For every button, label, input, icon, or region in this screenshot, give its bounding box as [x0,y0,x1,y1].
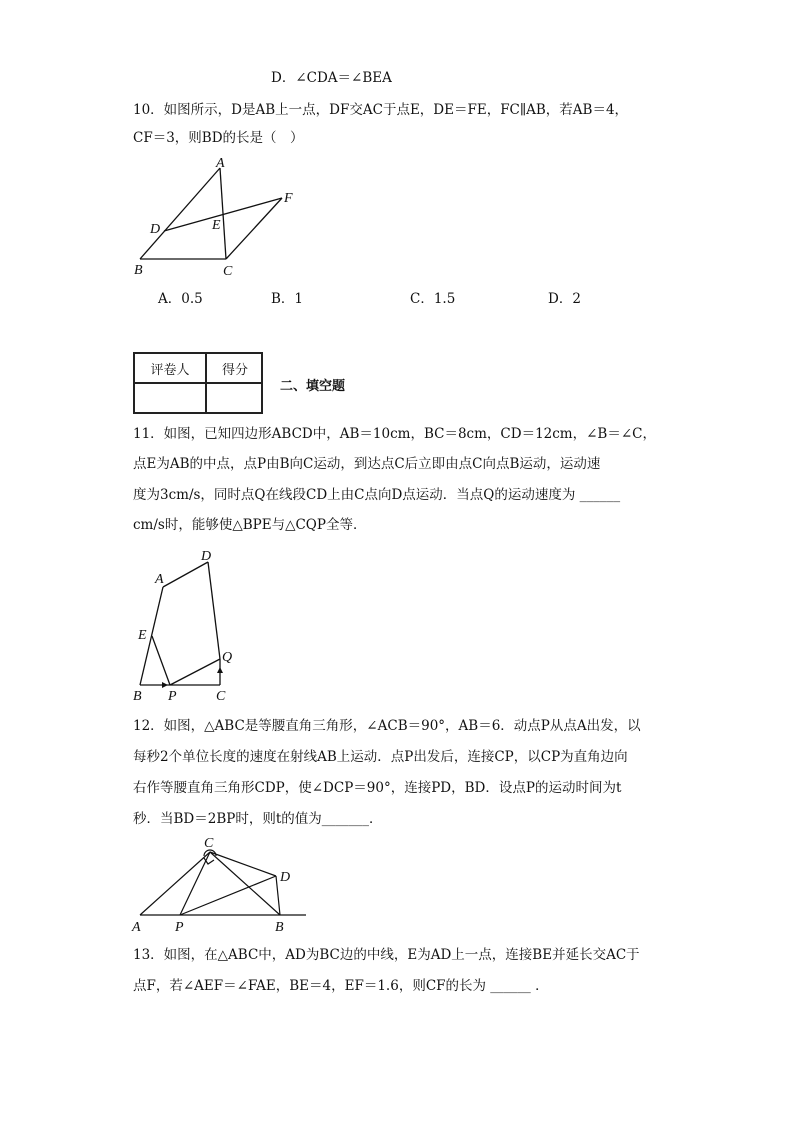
q12-label-a: A [132,920,141,935]
q12-label-b: B [275,920,284,935]
q11-text-line1: 11．如图，已知四边形ABCD中，AB＝10cm，BC＝8cm，CD＝12cm，∠B＝∠C， [133,426,656,442]
q12-segment-cb [210,852,280,915]
q11-segment-dc-upper [208,562,220,659]
q10-figure [130,155,300,280]
q12-text-line2: 每秒2个单位长度的速度在射线AB上运动．点P出发后，连接CP，以CP为直角边向 [133,749,628,765]
q10-option-a[interactable]: A．0.5 [158,291,203,307]
q11-label-d: D [201,549,212,564]
q11-label-q: Q [222,650,233,665]
q12-segment-pd [180,876,276,915]
q9-option-d: D．∠CDA＝∠BEA [271,70,392,86]
q12-label-c: C [204,836,214,851]
q10-label-a: A [216,156,225,171]
q10-text-line1: 10．如图所示，D是AB上一点，DF交AC于点E，DE＝FE，FC∥AB，若AB＝4， [133,102,629,118]
q11-segment-ad [163,562,208,587]
q12-figure [128,832,313,937]
q10-label-f: F [284,191,293,206]
q12-right-angle-mark [204,858,214,864]
q12-segment-ac [140,852,210,915]
q11-segment-ep [152,636,170,685]
q10-option-d[interactable]: D．2 [548,291,581,307]
q10-segment-ab [140,168,220,259]
q12-text-line1: 12．如图，△ABC是等腰直角三角形，∠ACB＝90°，AB＝6．动点P从点A出发，以 [133,718,641,734]
q13-text-line1: 13．如图，在△ABC中，AD为BC边的中线，E为AD上一点，连接BE并延长交AC于 [133,947,640,963]
score-table-score-header: 得分 [221,363,248,378]
q10-segment-cf [226,198,282,259]
q12-text-line3: 右作等腰直角三角形CDP，使∠DCP＝90°，连接PD，BD．设点P的运动时间为t [133,780,622,796]
q11-label-c: C [216,689,226,704]
q12-segment-cp [180,852,210,915]
q10-label-e: E [212,218,221,233]
q10-option-c[interactable]: C．1.5 [410,291,456,307]
q12-label-d: D [280,870,291,885]
section-title: 二、填空题 [280,379,346,394]
q11-figure [128,545,248,705]
q11-label-p: P [168,689,177,704]
q10-option-b[interactable]: B．1 [271,291,304,307]
q13-text-line2: 点F，若∠AEF＝∠FAE，BE＝4，EF＝1.6，则CF的长为 ______ ． [133,978,549,994]
q10-text-line2: CF＝3，则BD的长是（ ） [133,130,304,146]
score-table-grader-header: 评卷人 [150,363,190,378]
q11-text-line2: 点E为AB的中点，点P由B向C运动，到达点C后立即由点C向点B运动，运动速 [133,456,601,472]
q12-segment-cd [210,852,276,876]
q10-label-d: D [150,222,161,237]
score-table [133,352,263,414]
q11-arrow-up-icon [217,667,223,673]
q10-label-c: C [223,264,233,279]
q11-text-line4: cm/s时，能够使△BPE与△CQP全等． [133,517,367,533]
q11-arrow-right-icon [162,682,168,688]
q10-segment-df [164,198,282,231]
q12-text-line4: 秒．当BD＝2BP时，则t的值为_______． [133,811,383,827]
q11-label-e: E [138,628,147,643]
q11-label-a: A [155,572,164,587]
q10-label-b: B [134,263,143,278]
q11-label-b: B [133,689,142,704]
q11-segment-pq [170,659,220,685]
q11-text-line3: 度为3cm/s，同时点Q在线段CD上由C点向D点运动．当点Q的运动速度为 ______ [133,487,621,503]
q12-label-p: P [175,920,184,935]
